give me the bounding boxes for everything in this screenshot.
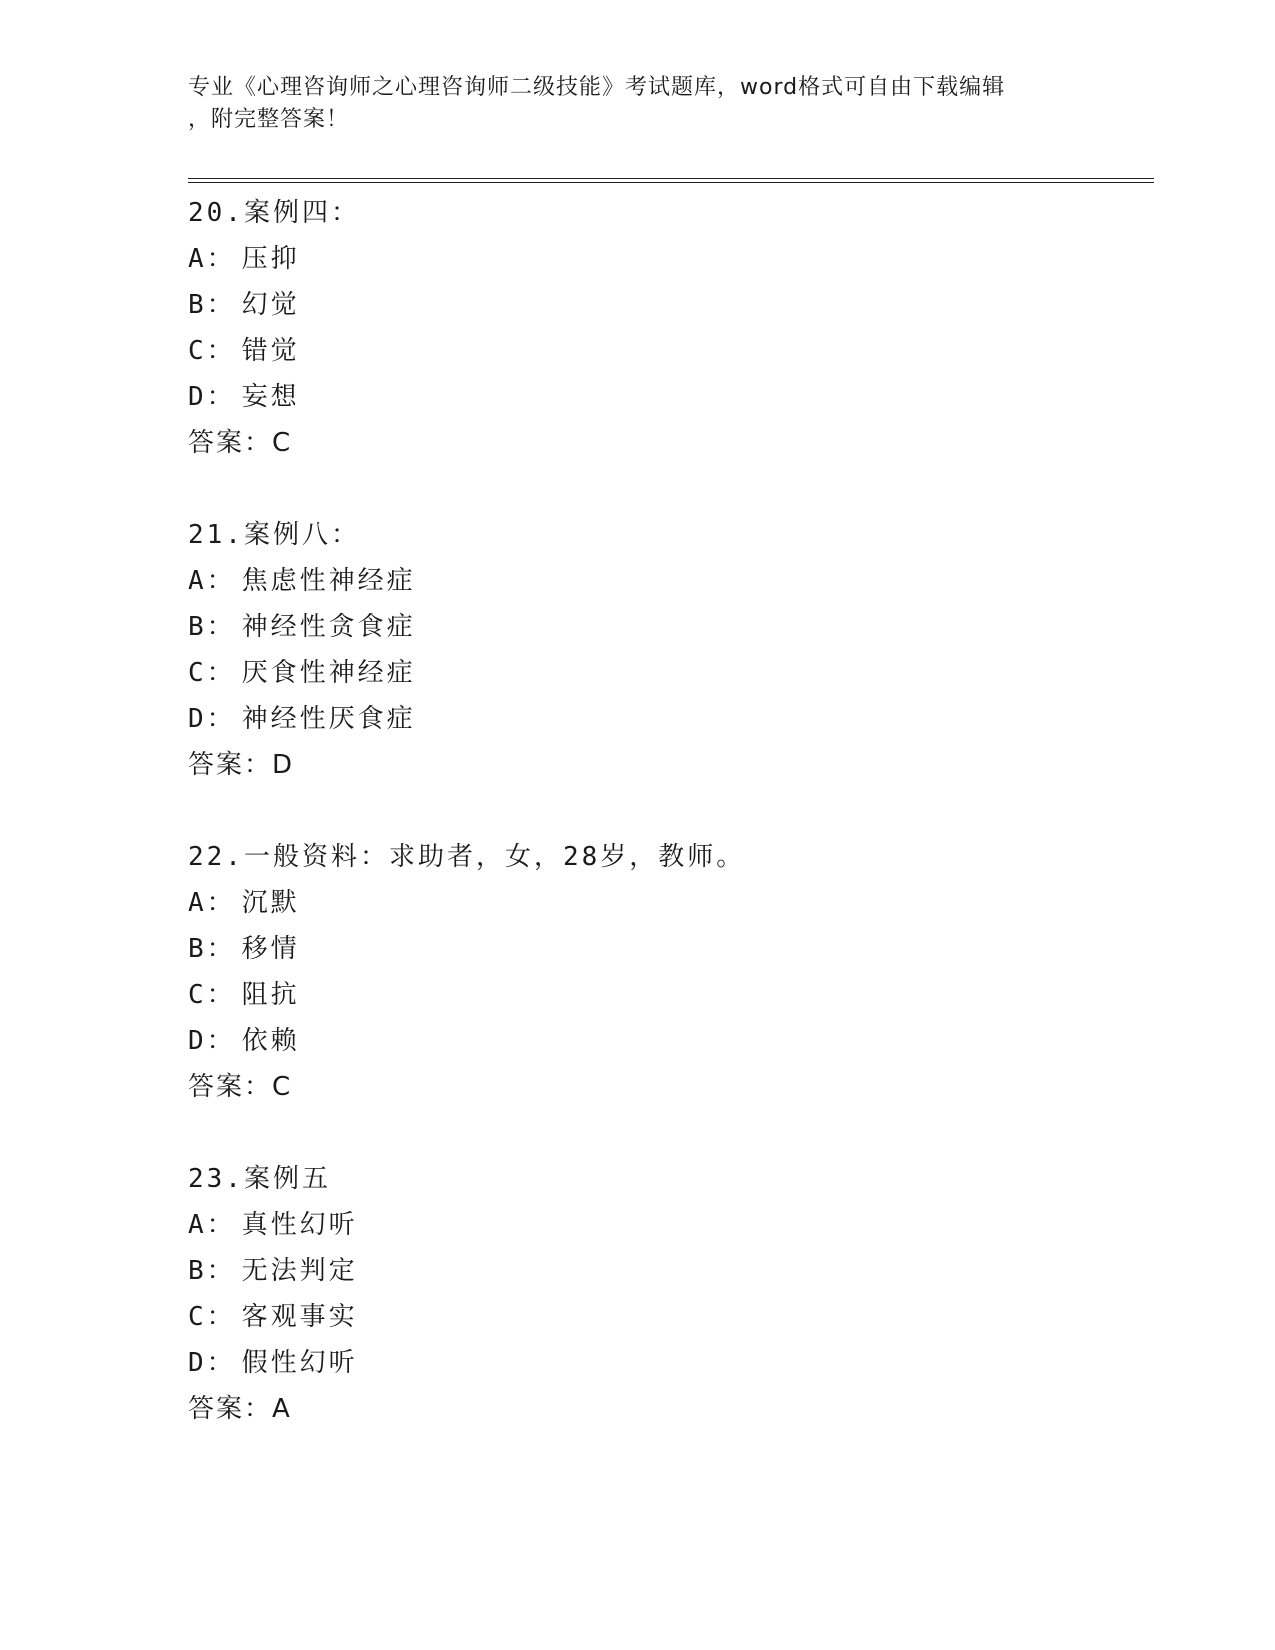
option-key: B： [188, 1256, 236, 1286]
option-key: D： [188, 704, 236, 734]
option-a [188, 236, 1148, 282]
document-header [188, 72, 1088, 136]
option-text: 移情 [241, 934, 300, 964]
header-line-1: 专业《心理咨询师之心理咨询师二级技能》考试题库，word格式可自由下载编辑 [188, 75, 1006, 100]
option-b [188, 282, 1148, 328]
option-text: 沉默 [241, 888, 300, 918]
option-c [188, 650, 1148, 696]
option-key: B： [188, 934, 236, 964]
option-a [188, 558, 1148, 604]
question-title: 22.一般资料：求助者，女，28岁，教师。 [188, 842, 746, 872]
option-key: A： [188, 244, 236, 274]
option-key: C： [188, 658, 236, 688]
option-text: 焦虑性神经症 [241, 566, 416, 596]
option-key: D： [188, 1026, 236, 1056]
option-b [188, 926, 1148, 972]
option-text: 错觉 [241, 336, 300, 366]
option-key: C： [188, 980, 236, 1010]
option-a [188, 1202, 1148, 1248]
option-key: D： [188, 382, 236, 412]
question-block [188, 190, 1148, 466]
answer-line: 答案：C [188, 1072, 293, 1102]
option-key: B： [188, 612, 236, 642]
option-d [188, 374, 1148, 420]
option-text: 神经性厌食症 [241, 704, 416, 734]
option-d [188, 1340, 1148, 1386]
question-list [188, 190, 1148, 1478]
question-title: 23.案例五 [188, 1164, 331, 1194]
option-b [188, 1248, 1148, 1294]
option-text: 依赖 [241, 1026, 300, 1056]
question-block [188, 834, 1148, 1110]
question-block [188, 512, 1148, 788]
option-c [188, 328, 1148, 374]
answer-line: 答案：C [188, 428, 293, 458]
option-text: 厌食性神经症 [241, 658, 416, 688]
option-text: 幻觉 [241, 290, 300, 320]
double-rule-divider [188, 178, 1154, 183]
answer-line: 答案：D [188, 750, 295, 780]
option-a [188, 880, 1148, 926]
option-key: A： [188, 1210, 236, 1240]
option-key: C： [188, 1302, 236, 1332]
header-line-2: ，附完整答案！ [188, 107, 350, 132]
option-key: B： [188, 290, 236, 320]
option-text: 神经性贪食症 [241, 612, 416, 642]
question-title: 21.案例八： [188, 520, 360, 550]
option-key: A： [188, 566, 236, 596]
option-c [188, 1294, 1148, 1340]
option-text: 压抑 [241, 244, 300, 274]
option-d [188, 696, 1148, 742]
question-title: 20.案例四： [188, 198, 360, 228]
option-key: A： [188, 888, 236, 918]
option-key: C： [188, 336, 236, 366]
option-key: D： [188, 1348, 236, 1378]
option-text: 阻抗 [241, 980, 300, 1010]
answer-line: 答案：A [188, 1394, 292, 1424]
option-text: 真性幻听 [241, 1210, 358, 1240]
option-text: 假性幻听 [241, 1348, 358, 1378]
option-text: 客观事实 [241, 1302, 358, 1332]
question-block [188, 1156, 1148, 1432]
option-text: 无法判定 [241, 1256, 358, 1286]
option-text: 妄想 [241, 382, 300, 412]
option-c [188, 972, 1148, 1018]
option-b [188, 604, 1148, 650]
option-d [188, 1018, 1148, 1064]
